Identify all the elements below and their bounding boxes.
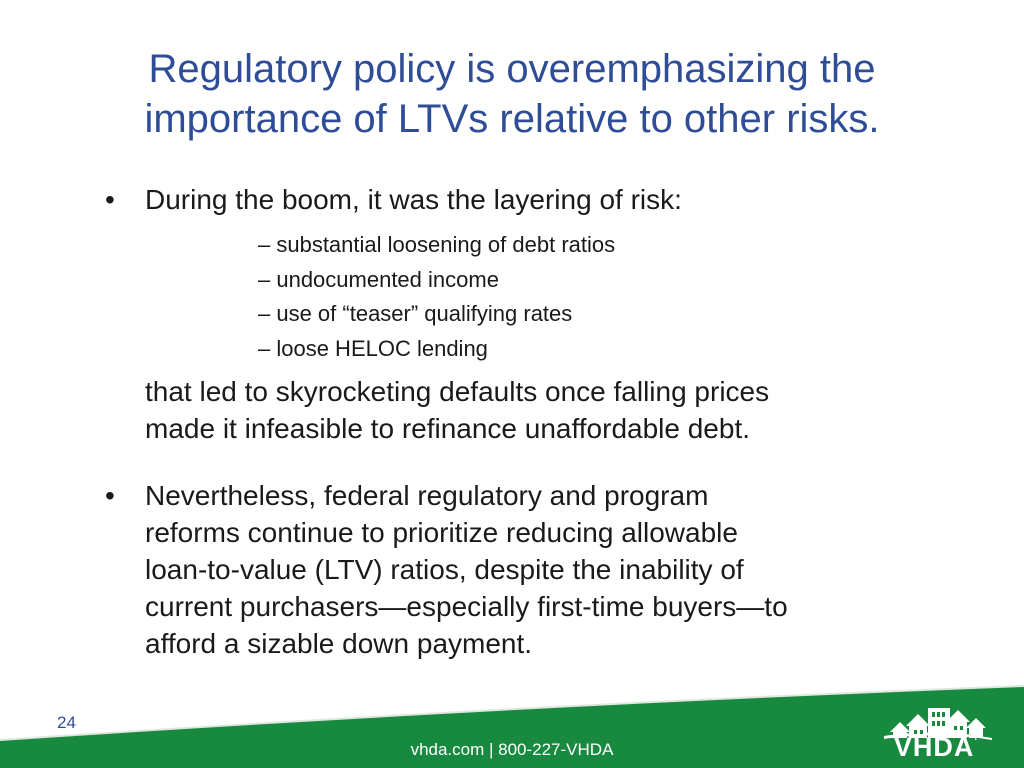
bullet2-line-1: Nevertheless, federal regulatory and program — [145, 480, 709, 511]
title-line-1: Regulatory policy is overemphasizing the — [148, 47, 876, 91]
title-line-2: importance of LTVs relative to other risks. — [144, 97, 880, 141]
vhda-logo-wordmark — [886, 732, 986, 763]
continuation-line-1: that led to skyrocketing defaults once falling prices — [145, 376, 770, 407]
sub-item-undocumented-income: – undocumented income — [258, 266, 499, 292]
bullet-text: During the boom, it was the layering of risk: — [145, 184, 682, 215]
bullet-dot: • — [105, 184, 115, 215]
bullet2-line-5: afford a sizable down payment. — [145, 628, 533, 659]
bullet-dot: • — [105, 480, 115, 511]
bullet2-line-3: loan-to-value (LTV) ratios, despite the inability of — [145, 554, 744, 585]
footer-contact: vhda.com | 800-227-VHDA — [410, 740, 614, 759]
continuation-line-2: made it infeasible to refinance unaffordable debt. — [145, 413, 751, 444]
logo-text: VHDA — [893, 732, 975, 762]
page-number: 24 — [57, 713, 76, 732]
bullet2-line-2: reforms continue to prioritize reducing allowable — [145, 517, 738, 548]
sub-item-teaser-rates: – use of “teaser” qualifying rates — [258, 301, 573, 326]
sub-item-debt-ratios: – substantial loosening of debt ratios — [258, 232, 616, 257]
sub-item-heloc: – loose HELOC lending — [258, 335, 488, 361]
bullet2-line-4: current purchasers—especially first-time buyers—to — [145, 591, 788, 622]
logo-registered-dot: . — [974, 732, 979, 743]
